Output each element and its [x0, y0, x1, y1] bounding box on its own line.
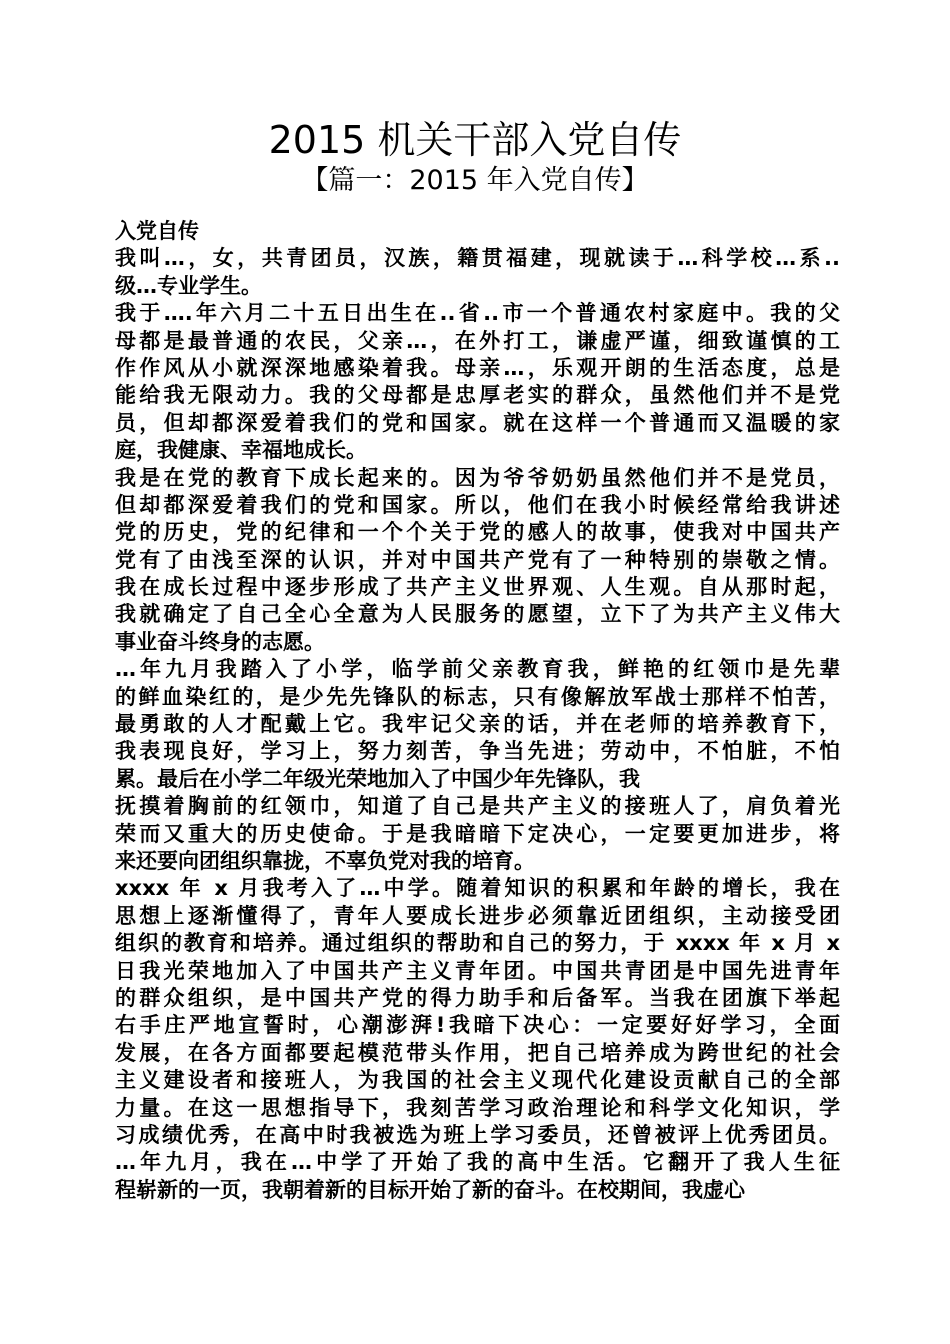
body-line: 但却都深爱着我们的党和国家。所以，他们在我小时候经常给我讲述 [115, 492, 840, 517]
body-line: 事业奋斗终身的志愿。 [115, 629, 325, 654]
body-line: 母都是最普通的农民，父亲…，在外打工，谦虚严谨，细致谨慎的工 [115, 328, 840, 353]
document-title: 2015 机关干部入党自传 [268, 118, 682, 162]
body-line: 我在成长过程中逐步形成了共产主义世界观、人生观。自从那时起， [115, 575, 840, 600]
body-line: 员，但却都深爱着我们的党和国家。就在这样一个普通而又温暖的家 [115, 410, 840, 435]
body-line: 党有了由浅至深的认识，并对中国共产党有了一种特别的崇敬之情。 [115, 547, 840, 572]
body-line: 作作风从小就深深地感染着我。母亲…，乐观开朗的生活态度，总是 [115, 355, 840, 380]
body-line: 荣而又重大的历史使命。于是我暗暗下定决心，一定要更加进步，将 [115, 821, 840, 846]
body-line: 主义建设者和接班人，为我国的社会主义现代化建设贡献自己的全部 [115, 1068, 840, 1093]
body-line: 我是在党的教育下成长起来的。因为爷爷奶奶虽然他们并不是党员， [115, 465, 840, 490]
body-line: 级…专业学生。 [115, 273, 262, 298]
body-line: 党的历史，党的纪律和一个个关于党的感人的故事，使我对中国共产 [115, 520, 840, 545]
body-line: 组织的教育和培养。通过组织的帮助和自己的努力，于 xxxx 年 x 月 x [115, 931, 840, 956]
body-line: 入党自传 [115, 219, 199, 243]
body-line: 日我光荣地加入了中国共产主义青年团。中国共青团是中国先进青年 [115, 958, 840, 983]
body-line: …年九月，我在…中学了开始了我的高中生活。它翻开了我人生征 [115, 1150, 840, 1175]
body-line: 习成绩优秀，在高中时我被选为班上学习委员，还曾被评上优秀团员。 [115, 1122, 840, 1147]
body-line: 我就确定了自己全心全意为人民服务的愿望，立下了为共产主义伟大 [115, 602, 840, 627]
body-line: …年九月我踏入了小学，临学前父亲教育我，鲜艳的红领巾是先辈 [115, 657, 840, 682]
body-line: 发展，在各方面都要起模范带头作用，把自己培养成为跨世纪的社会 [115, 1040, 840, 1065]
body-line: 能给我无限动力。我的父母都是忠厚老实的群众，虽然他们并不是党 [115, 383, 840, 408]
body-line: 抚摸着胸前的红领巾，知道了自己是共产主义的接班人了，肩负着光 [115, 794, 840, 819]
body-line: 累。最后在小学二年级光荣地加入了中国少年先锋队，我 [115, 766, 640, 791]
body-line: xxxx 年 x 月我考入了…中学。随着知识的积累和年龄的增长，我在 [115, 876, 840, 901]
body-line: 思想上逐渐懂得了，青年人要成长进步必须靠近团组织，主动接受团 [115, 903, 840, 928]
body-line: 最勇敢的人才配戴上它。我牢记父亲的话，并在老师的培养教育下， [115, 712, 840, 737]
document-body [115, 218, 840, 1204]
body-line: 的鲜血染红的，是少先先锋队的标志，只有像解放军战士那样不怕苦， [115, 684, 840, 709]
body-line: 的群众组织，是中国共产党的得力助手和后备军。当我在团旗下举起 [115, 985, 840, 1010]
body-line: 右手庄严地宣誓时，心潮澎湃!我暗下决心：一定要好好学习，全面 [115, 1013, 840, 1038]
body-line: 力量。在这一思想指导下，我刻苦学习政治理论和科学文化知识，学 [115, 1095, 840, 1120]
body-line: 我表现良好，学习上，努力刻苦，争当先进；劳动中，不怕脏，不怕 [115, 739, 840, 764]
document-subtitle: 【篇一：2015 年入党自传】 [301, 165, 649, 196]
body-line: 来还要向团组织靠拢，不辜负党对我的培育。 [115, 848, 535, 873]
body-line: 我于….年六月二十五日出生在..省..市一个普通农村家庭中。我的父 [115, 301, 840, 326]
body-line: 我叫…，女，共青团员，汉族，籍贯福建，现就读于…科学校…系.. [115, 246, 840, 271]
body-line: 庭，我健康、幸福地成长。 [115, 438, 367, 463]
body-line: 程崭新的一页，我朝着新的目标开始了新的奋斗。在校期间，我虚心 [115, 1177, 745, 1202]
